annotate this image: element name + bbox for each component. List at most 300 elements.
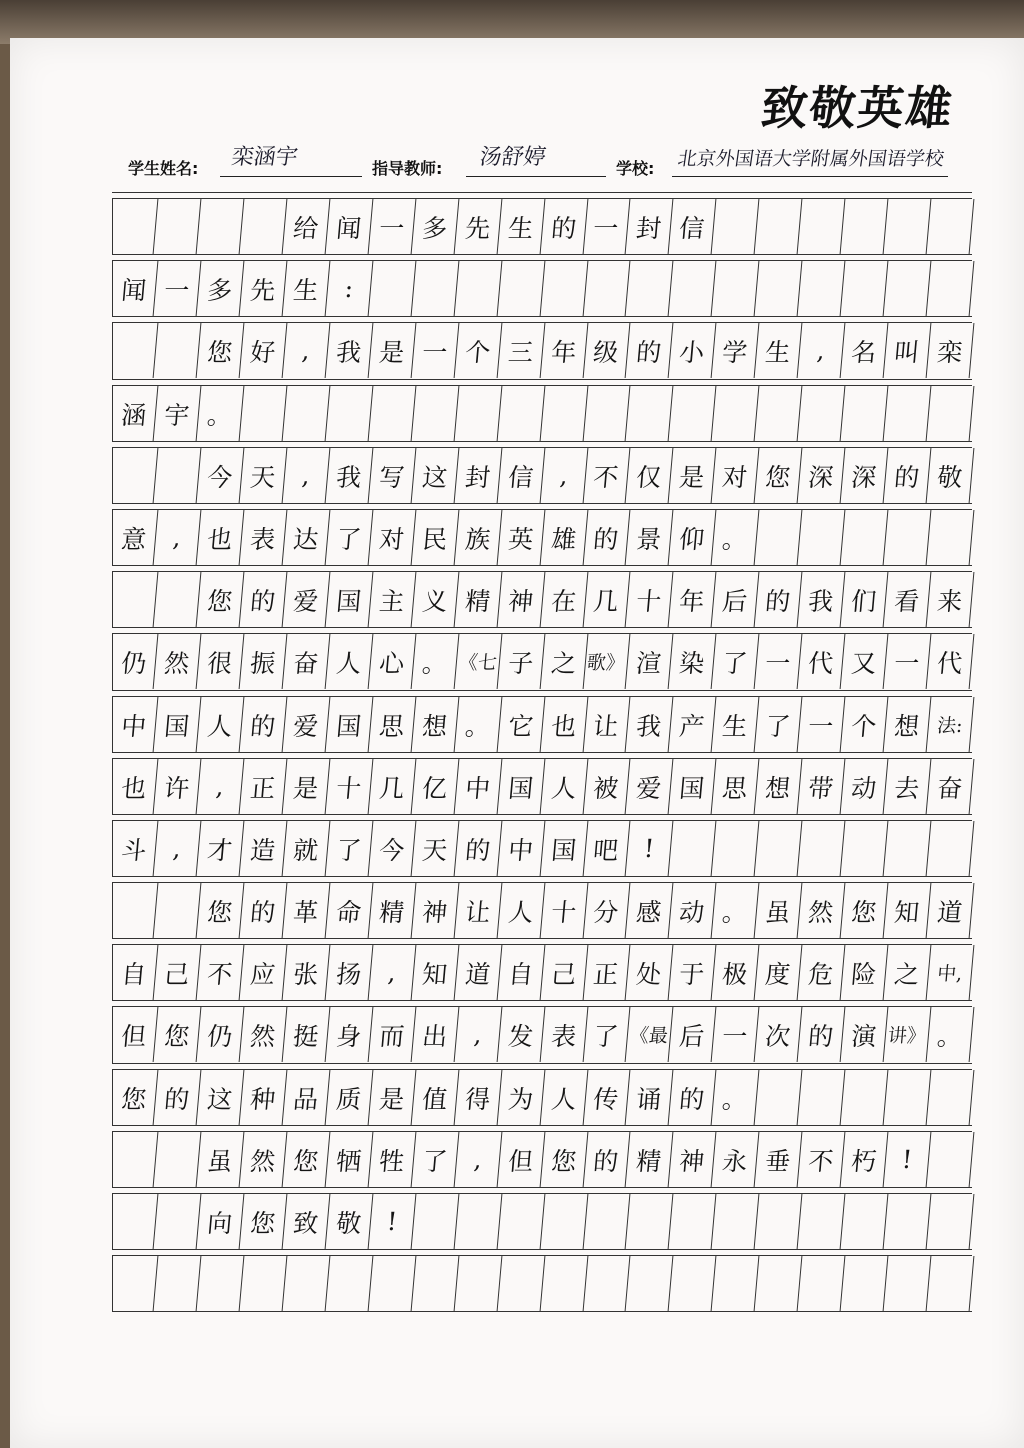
grid-cell (927, 1132, 975, 1187)
grid-cell: 精 (626, 1132, 674, 1187)
grid-cell: 对 (712, 448, 760, 503)
grid-cell: 天 (239, 448, 287, 503)
grid-cell (884, 821, 932, 876)
grid-cell (884, 386, 932, 441)
grid-cell (927, 199, 975, 254)
grid-cell: 代 (798, 634, 846, 689)
grid-cell: 也 (196, 510, 244, 565)
grid-cell: 小 (669, 323, 717, 378)
row-cells (112, 1007, 972, 1062)
grid-cell (798, 510, 846, 565)
grid-cell (583, 386, 631, 441)
row-cells (112, 759, 972, 814)
grid-cell: 亿 (411, 759, 459, 814)
teacher-name-value: 汤舒婷 (477, 145, 548, 170)
grid-cell (111, 1132, 159, 1187)
grid-cell (884, 199, 932, 254)
grid-row (112, 379, 972, 441)
grid-cell (841, 510, 889, 565)
row-cells (112, 883, 972, 938)
grid-cell: 极 (712, 945, 760, 1000)
grid-cell (154, 572, 202, 627)
grid-cell: 己 (540, 945, 588, 1000)
grid-cell (239, 386, 287, 441)
grid-cell: 您 (111, 1070, 159, 1125)
grid-cell: 闻 (111, 261, 159, 316)
grid-cell: 造 (239, 821, 287, 876)
grid-cell: 想 (884, 697, 932, 752)
grid-cell: 您 (755, 448, 803, 503)
grid-cell (884, 510, 932, 565)
grid-cell: 讲》 (884, 1007, 932, 1062)
grid-cell (712, 821, 760, 876)
grid-cell: , (368, 945, 416, 1000)
grid-cell (239, 199, 287, 254)
grid-cell: 然 (798, 883, 846, 938)
grid-cell: 法: (927, 697, 975, 752)
grid-cell (841, 261, 889, 316)
grid-cell: , (196, 759, 244, 814)
grid-cell (454, 1256, 502, 1311)
grid-cell: 应 (239, 945, 287, 1000)
grid-cell: 思 (368, 697, 416, 752)
grid-cell (927, 510, 975, 565)
grid-cell: 您 (239, 1194, 287, 1249)
student-name-underline (220, 176, 362, 177)
grid-cell (239, 1256, 287, 1311)
grid-cell: 英 (497, 510, 545, 565)
grid-row (112, 1249, 972, 1311)
grid-cell: 奋 (927, 759, 975, 814)
grid-cell (841, 199, 889, 254)
grid-cell: 的 (239, 883, 287, 938)
grid-cell (497, 1194, 545, 1249)
grid-cell (712, 261, 760, 316)
grid-cell (798, 261, 846, 316)
grid-cell (454, 386, 502, 441)
grid-cell (755, 1256, 803, 1311)
grid-cell: 。 (454, 697, 502, 752)
grid-cell: 。 (712, 510, 760, 565)
grid-cell (755, 1194, 803, 1249)
grid-row (112, 1125, 972, 1187)
grid-row (112, 690, 972, 752)
grid-cell: 险 (841, 945, 889, 1000)
grid-cell: 不 (798, 1132, 846, 1187)
grid-cell (583, 261, 631, 316)
grid-cell: 。 (712, 1070, 760, 1125)
grid-cell: 涵 (111, 386, 159, 441)
grid-cell: 栾 (927, 323, 975, 378)
grid-row (112, 627, 972, 689)
grid-cell (927, 1256, 975, 1311)
grid-cell: 之 (540, 634, 588, 689)
grid-row (112, 441, 972, 503)
grid-cell: 奋 (282, 634, 330, 689)
grid-cell: 自 (497, 945, 545, 1000)
grid-cell: 后 (712, 572, 760, 627)
grid-cell (841, 821, 889, 876)
grid-cell: 是 (368, 1070, 416, 1125)
grid-cell (798, 821, 846, 876)
grid-cell: 斗 (111, 821, 159, 876)
row-cells (112, 1070, 972, 1125)
grid-cell: 您 (154, 1007, 202, 1062)
grid-cell: 道 (927, 883, 975, 938)
grid-cell: 表 (540, 1007, 588, 1062)
grid-cell: 为 (497, 1070, 545, 1125)
grid-cell: 是 (282, 759, 330, 814)
grid-cell: 人 (196, 697, 244, 752)
grid-cell: 国 (540, 821, 588, 876)
grid-cell: 您 (841, 883, 889, 938)
grid-cell: 民 (411, 510, 459, 565)
grid-cell: 让 (454, 883, 502, 938)
grid-cell: 。 (927, 1007, 975, 1062)
grid-cell: 国 (497, 759, 545, 814)
row-cells (112, 1256, 972, 1311)
grid-cell: 也 (111, 759, 159, 814)
row-spacer (112, 690, 972, 697)
grid-cell: 但 (111, 1007, 159, 1062)
student-info-row (128, 140, 988, 184)
row-spacer (112, 876, 972, 883)
grid-cell: 感 (626, 883, 674, 938)
grid-cell: 才 (196, 821, 244, 876)
grid-row (112, 1187, 972, 1249)
grid-cell (798, 386, 846, 441)
grid-cell: 想 (411, 697, 459, 752)
grid-cell: 国 (325, 572, 373, 627)
grid-cell: : (325, 261, 373, 316)
grid-cell: , (540, 448, 588, 503)
grid-cell: 几 (583, 572, 631, 627)
grid-cell: 国 (154, 697, 202, 752)
grid-cell: 的 (239, 697, 287, 752)
grid-cell: 道 (454, 945, 502, 1000)
grid-cell (626, 261, 674, 316)
grid-cell (282, 386, 330, 441)
grid-cell: 敬 (325, 1194, 373, 1249)
grid-cell: 国 (669, 759, 717, 814)
grid-cell (154, 883, 202, 938)
grid-cell: 身 (325, 1007, 373, 1062)
row-cells (112, 1194, 972, 1249)
grid-cell: 次 (755, 1007, 803, 1062)
grid-cell: 传 (583, 1070, 631, 1125)
school-name-value: 北京外国语大学附属外国语学校 (676, 148, 946, 170)
grid-cell: 中, (927, 945, 975, 1000)
grid-cell (111, 572, 159, 627)
grid-cell: 景 (626, 510, 674, 565)
row-spacer (112, 752, 972, 759)
row-cells (112, 448, 972, 503)
grid-cell: 一 (368, 199, 416, 254)
grid-cell: 一 (712, 1007, 760, 1062)
grid-cell: 是 (669, 448, 717, 503)
grid-cell: 这 (196, 1070, 244, 1125)
grid-cell (411, 1194, 459, 1249)
grid-cell: 正 (239, 759, 287, 814)
grid-cell: 们 (841, 572, 889, 627)
grid-cell: 了 (325, 510, 373, 565)
grid-cell: 生 (282, 261, 330, 316)
grid-cell: 十 (626, 572, 674, 627)
grid-cell (755, 510, 803, 565)
grid-cell: , (798, 323, 846, 378)
row-cells (112, 821, 972, 876)
grid-cell: 生 (755, 323, 803, 378)
grid-cell: 十 (325, 759, 373, 814)
grid-cell: 己 (154, 945, 202, 1000)
grid-cell (154, 1256, 202, 1311)
grid-row (112, 876, 972, 938)
row-cells (112, 510, 972, 565)
grid-cell (712, 199, 760, 254)
grid-cell: ! (626, 821, 674, 876)
grid-cell (841, 1194, 889, 1249)
grid-cell (798, 1070, 846, 1125)
grid-cell (626, 1194, 674, 1249)
grid-cell: 宇 (154, 386, 202, 441)
grid-cell: 演 (841, 1007, 889, 1062)
grid-cell: 许 (154, 759, 202, 814)
grid-bottom-border (112, 1311, 972, 1312)
grid-cell: 值 (411, 1070, 459, 1125)
grid-cell: 人 (497, 883, 545, 938)
grid-cell (669, 821, 717, 876)
grid-row (112, 254, 972, 316)
grid-cell: 自 (111, 945, 159, 1000)
grid-cell: 学 (712, 323, 760, 378)
grid-cell: 。 (712, 883, 760, 938)
grid-cell (669, 261, 717, 316)
grid-cell: 写 (368, 448, 416, 503)
grid-cell (368, 1256, 416, 1311)
grid-cell (411, 1256, 459, 1311)
grid-cell: 诵 (626, 1070, 674, 1125)
grid-cell: 在 (540, 572, 588, 627)
grid-cell: 今 (368, 821, 416, 876)
grid-cell: 挺 (282, 1007, 330, 1062)
grid-cell: 信 (497, 448, 545, 503)
grid-cell (111, 1194, 159, 1249)
grid-cell: 给 (282, 199, 330, 254)
grid-cell: , (282, 448, 330, 503)
grid-cell: 的 (755, 572, 803, 627)
grid-cell: 爱 (282, 697, 330, 752)
row-cells (112, 572, 972, 627)
grid-cell: , (282, 323, 330, 378)
grid-cell: 您 (196, 323, 244, 378)
grid-cell (927, 386, 975, 441)
grid-cell: 质 (325, 1070, 373, 1125)
grid-cell: 封 (454, 448, 502, 503)
grid-cell: 仍 (196, 1007, 244, 1062)
grid-cell (540, 1194, 588, 1249)
grid-cell: 了 (325, 821, 373, 876)
grid-cell: 向 (196, 1194, 244, 1249)
grid-cell (154, 199, 202, 254)
grid-cell: 义 (411, 572, 459, 627)
row-cells (112, 323, 972, 378)
grid-cell: 一 (884, 634, 932, 689)
row-cells (112, 386, 972, 441)
grid-row (112, 1000, 972, 1062)
grid-cell (497, 1256, 545, 1311)
grid-cell (540, 261, 588, 316)
grid-cell (196, 199, 244, 254)
grid-cell (154, 1132, 202, 1187)
grid-cell: 后 (669, 1007, 717, 1062)
grid-cell: , (154, 821, 202, 876)
grid-cell: 革 (282, 883, 330, 938)
grid-cell (325, 386, 373, 441)
grid-cell (841, 386, 889, 441)
grid-cell: 一 (411, 323, 459, 378)
grid-cell: 仰 (669, 510, 717, 565)
grid-cell (111, 1256, 159, 1311)
grid-cell: 永 (712, 1132, 760, 1187)
grid-cell: 几 (368, 759, 416, 814)
grid-cell (712, 1256, 760, 1311)
grid-cell: 仅 (626, 448, 674, 503)
grid-cell: 我 (626, 697, 674, 752)
grid-cell (626, 1256, 674, 1311)
school-underline (672, 176, 948, 177)
grid-cell: 动 (669, 883, 717, 938)
grid-cell: 的 (626, 323, 674, 378)
grid-cell (884, 261, 932, 316)
grid-cell: 然 (239, 1007, 287, 1062)
grid-cell: 它 (497, 697, 545, 752)
grid-cell: 之 (884, 945, 932, 1000)
grid-cell (411, 261, 459, 316)
grid-cell (927, 821, 975, 876)
grid-cell (841, 1256, 889, 1311)
grid-cell: 歌》 (583, 634, 631, 689)
grid-cell (669, 1194, 717, 1249)
grid-cell: 种 (239, 1070, 287, 1125)
grid-cell: 生 (712, 697, 760, 752)
grid-cell: 人 (540, 759, 588, 814)
grid-cell: 您 (196, 883, 244, 938)
grid-cell: 分 (583, 883, 631, 938)
grid-cell: 又 (841, 634, 889, 689)
grid-cell (154, 323, 202, 378)
student-name-value: 栾涵宇 (229, 145, 300, 170)
grid-cell: 得 (454, 1070, 502, 1125)
grid-cell (111, 883, 159, 938)
row-cells (112, 945, 972, 1000)
grid-cell: 名 (841, 323, 889, 378)
grid-cell (282, 1256, 330, 1311)
grid-cell (884, 1070, 932, 1125)
grid-cell: 危 (798, 945, 846, 1000)
grid-cell: 中 (497, 821, 545, 876)
grid-cell (583, 1194, 631, 1249)
grid-cell: 个 (841, 697, 889, 752)
grid-cell (154, 1194, 202, 1249)
grid-cell: 了 (712, 634, 760, 689)
grid-cell: 正 (583, 945, 631, 1000)
grid-cell: 族 (454, 510, 502, 565)
grid-cell (111, 448, 159, 503)
grid-cell: 一 (154, 261, 202, 316)
grid-cell: 年 (669, 572, 717, 627)
grid-cell: 命 (325, 883, 373, 938)
grid-cell: 致 (282, 1194, 330, 1249)
grid-cell: 我 (325, 323, 373, 378)
grid-cell: 垂 (755, 1132, 803, 1187)
grid-cell: 然 (239, 1132, 287, 1187)
grid-cell: , (454, 1007, 502, 1062)
grid-cell: 爱 (626, 759, 674, 814)
grid-cell: 发 (497, 1007, 545, 1062)
grid-cell (755, 821, 803, 876)
grid-cell (454, 1194, 502, 1249)
grid-cell: , (454, 1132, 502, 1187)
grid-cell: 来 (927, 572, 975, 627)
writing-grid (112, 192, 972, 1312)
grid-cell (111, 199, 159, 254)
grid-cell: 雄 (540, 510, 588, 565)
grid-cell: 表 (239, 510, 287, 565)
grid-cell: 深 (798, 448, 846, 503)
grid-row (112, 316, 972, 378)
grid-cell: 带 (798, 759, 846, 814)
grid-cell: 代 (927, 634, 975, 689)
row-spacer (112, 1063, 972, 1070)
grid-cell: 的 (239, 572, 287, 627)
grid-cell: 您 (540, 1132, 588, 1187)
grid-cell: 虽 (755, 883, 803, 938)
grid-cell: 生 (497, 199, 545, 254)
grid-cell: 的 (583, 1132, 631, 1187)
grid-cell: 人 (540, 1070, 588, 1125)
grid-cell: 敬 (927, 448, 975, 503)
grid-cell: 张 (282, 945, 330, 1000)
grid-cell: 您 (196, 572, 244, 627)
grid-cell: 先 (454, 199, 502, 254)
grid-cell: 叫 (884, 323, 932, 378)
grid-cell (884, 1256, 932, 1311)
teacher-underline (466, 176, 606, 177)
grid-cell: 爱 (282, 572, 330, 627)
row-spacer (112, 1187, 972, 1194)
grid-cell: 先 (239, 261, 287, 316)
grid-cell: 十 (540, 883, 588, 938)
grid-cell (497, 261, 545, 316)
row-spacer (112, 192, 972, 199)
grid-row (112, 752, 972, 814)
grid-cell: 深 (841, 448, 889, 503)
row-cells (112, 634, 972, 689)
grid-cell: 人 (325, 634, 373, 689)
grid-cell (755, 386, 803, 441)
grid-cell: 中 (111, 697, 159, 752)
grid-cell (712, 386, 760, 441)
row-spacer (112, 379, 972, 386)
grid-cell: 的 (454, 821, 502, 876)
grid-cell: 虽 (196, 1132, 244, 1187)
grid-cell: 的 (798, 1007, 846, 1062)
grid-cell: 的 (884, 448, 932, 503)
grid-cell: 品 (282, 1070, 330, 1125)
grid-cell (154, 448, 202, 503)
grid-cell: 出 (411, 1007, 459, 1062)
grid-cell: 不 (196, 945, 244, 1000)
